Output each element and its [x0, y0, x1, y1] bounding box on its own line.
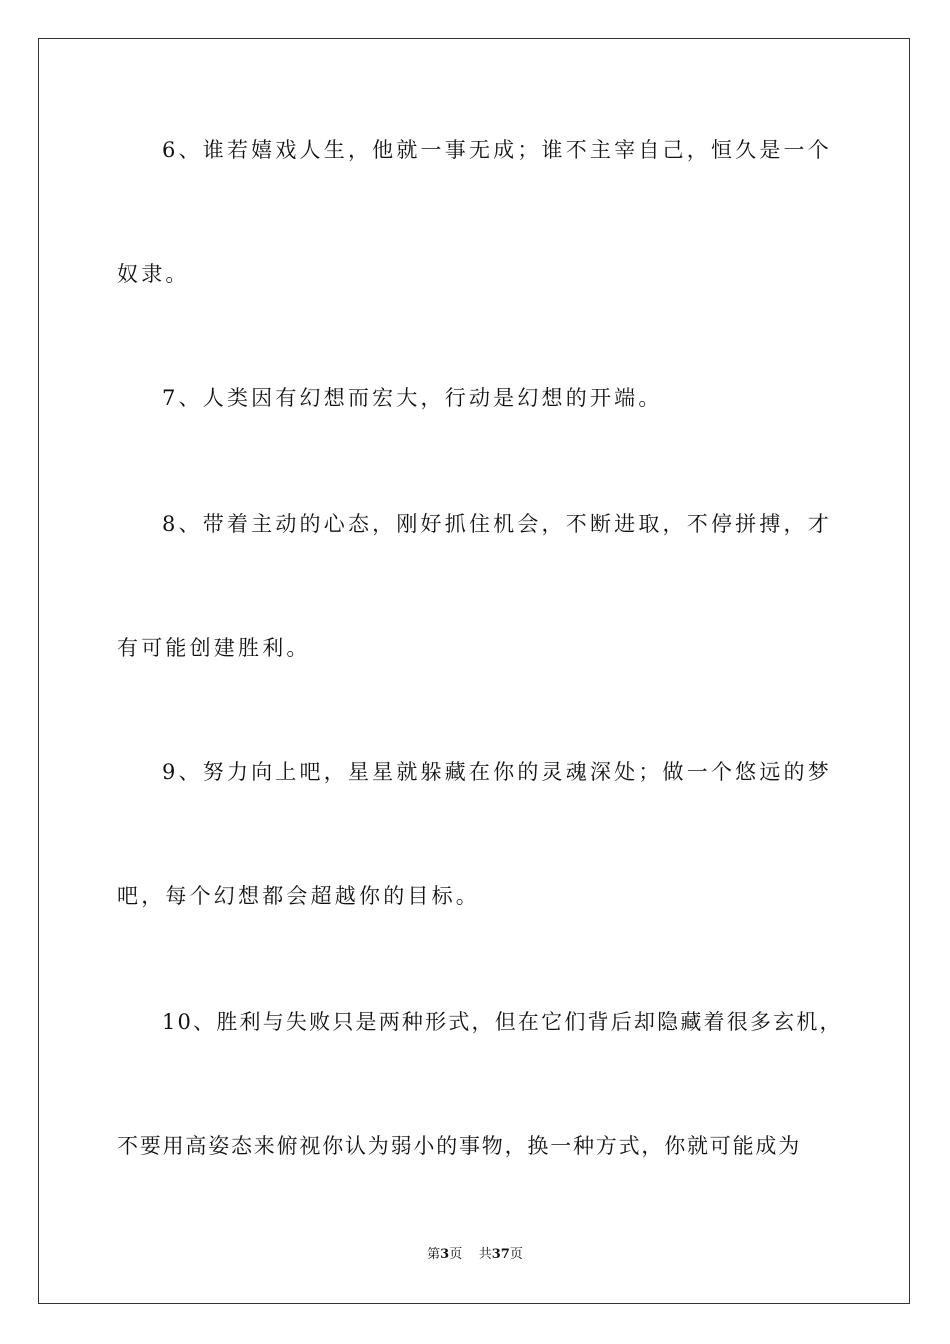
paragraph-line: 7、人类因有幻想而宏大，行动是幻想的开端。	[162, 386, 663, 410]
page-footer	[0, 1246, 950, 1264]
paragraph-line: 6、谁若嬉戏人生，他就一事无成；谁不主宰自己，恒久是一个	[162, 138, 832, 162]
paragraph-line: 不要用高姿态来俯视你认为弱小的事物，换一种方式，你就可能成为	[117, 1134, 801, 1158]
page-border	[38, 38, 910, 1304]
paragraph-line: 吧，每个幻想都会超越你的目标。	[117, 884, 480, 908]
page-prefix: 第	[427, 1247, 441, 1262]
page-number: 3	[440, 1247, 450, 1262]
paragraph-line: 9、努力向上吧，星星就躲藏在你的灵魂深处；做一个悠远的梦	[162, 760, 832, 784]
total-prefix: 共	[478, 1247, 492, 1262]
paragraph-line: 10、胜利与失败只是两种形式，但在它们背后却隐藏着很多玄机，	[162, 1010, 843, 1034]
total-suffix: 页	[509, 1247, 523, 1262]
paragraph-line: 奴隶。	[117, 262, 190, 286]
paragraph-line: 8、带着主动的心态，刚好抓住机会，不断进取，不停拼搏，才	[162, 512, 832, 536]
total-pages: 37	[491, 1247, 510, 1262]
paragraph-line: 有可能创建胜利。	[117, 636, 311, 660]
page-suffix: 页	[449, 1247, 463, 1262]
